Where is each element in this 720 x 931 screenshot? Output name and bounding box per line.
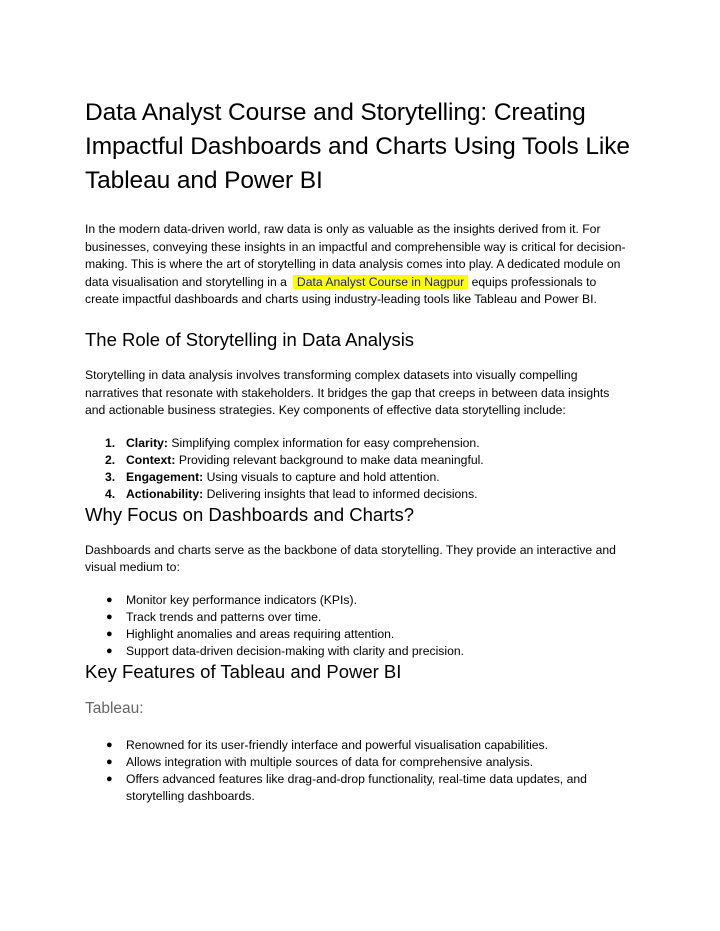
components-list: [85, 435, 630, 503]
intro-text-continued: equips professionals to create impactful dashboards and charts using industry-leading tools like Tableau and Power BI.: [85, 274, 597, 307]
intro-paragraph: [85, 221, 630, 309]
list-item: [85, 592, 630, 609]
course-link[interactable]: Data Analyst Course in Nagpur: [293, 275, 468, 289]
list-number: 2.: [105, 452, 116, 467]
list-text: Using visuals to capture and hold attention.: [203, 469, 440, 484]
list-term: Clarity:: [126, 435, 168, 450]
storytelling-paragraph: Storytelling in data analysis involves transforming complex datasets into visually compelling narratives that resonate with stakeholders. It bridges the gap that creeps in between data insights and actionable business strategies. Key components of effective data storytelling include:: [85, 367, 610, 418]
list-number: 3.: [105, 469, 116, 484]
page-title: Data Analyst Course and Storytelling: Creating Impactful Dashboards and Charts Using Tools Like Tableau and Power BI: [85, 99, 630, 194]
section-heading-storytelling: The Role of Storytelling in Data Analysis: [85, 328, 415, 350]
list-number: 1.: [105, 435, 116, 450]
list-item: [85, 435, 630, 452]
bullet-icon: ●: [106, 627, 113, 640]
section-heading-dashboards: Why Focus on Dashboards and Charts?: [85, 503, 415, 525]
list-text: Track trends and patterns over time.: [126, 609, 322, 624]
list-term: Context:: [126, 452, 176, 467]
list-item: [85, 469, 630, 486]
bullet-icon: ●: [106, 644, 113, 657]
list-item: [85, 626, 630, 643]
dashboards-bullet-list: [85, 592, 630, 660]
list-text: Highlight anomalies and areas requiring attention.: [126, 626, 395, 641]
list-item: [85, 737, 630, 754]
intro-text: In the modern data-driven world, raw data is only as valuable as the insights derived from it. For businesses, conveying these insights in an impactful and comprehensible way is critical for decision-making. This is where the art of storytelling in data analysis comes into play. A dedicated module on data visualisation and storytelling in a: [85, 222, 626, 289]
list-text: Support data-driven decision-making with clarity and precision.: [126, 643, 465, 658]
list-text: Monitor key performance indicators (KPIs).: [126, 592, 357, 607]
list-text: Allows integration with multiple sources of data for comprehensive analysis.: [126, 754, 534, 769]
section-heading-features: Key Features of Tableau and Power BI: [85, 660, 402, 682]
list-text: Delivering insights that lead to informed decisions.: [203, 486, 478, 501]
bullet-icon: ●: [106, 593, 113, 606]
bullet-icon: ●: [106, 755, 113, 768]
list-term: Engagement:: [126, 469, 204, 484]
bullet-icon: ●: [106, 738, 113, 751]
list-item: [85, 754, 630, 771]
list-term: Actionability:: [126, 486, 204, 501]
list-text: Renowned for its user-friendly interface and powerful visualisation capabilities.: [126, 737, 549, 752]
list-item: [85, 643, 630, 660]
list-number: 4.: [105, 486, 116, 501]
list-item: [85, 486, 630, 503]
list-text: Simplifying complex information for easy comprehension.: [168, 435, 480, 450]
dashboards-paragraph: Dashboards and charts serve as the backbone of data storytelling. They provide an interactive and visual medium to:: [85, 542, 616, 575]
bullet-icon: ●: [106, 772, 113, 785]
list-item: [85, 771, 630, 805]
document-page: [85, 96, 630, 805]
list-item: [85, 452, 630, 469]
bullet-icon: ●: [106, 610, 113, 623]
tableau-bullet-list: [85, 737, 630, 805]
list-item: [85, 609, 630, 626]
subheading-tableau: Tableau:: [85, 699, 144, 717]
list-text: Providing relevant background to make data meaningful.: [175, 452, 484, 467]
list-text: Offers advanced features like drag-and-drop functionality, real-time data updates, and storytelling dashboards.: [126, 771, 587, 803]
